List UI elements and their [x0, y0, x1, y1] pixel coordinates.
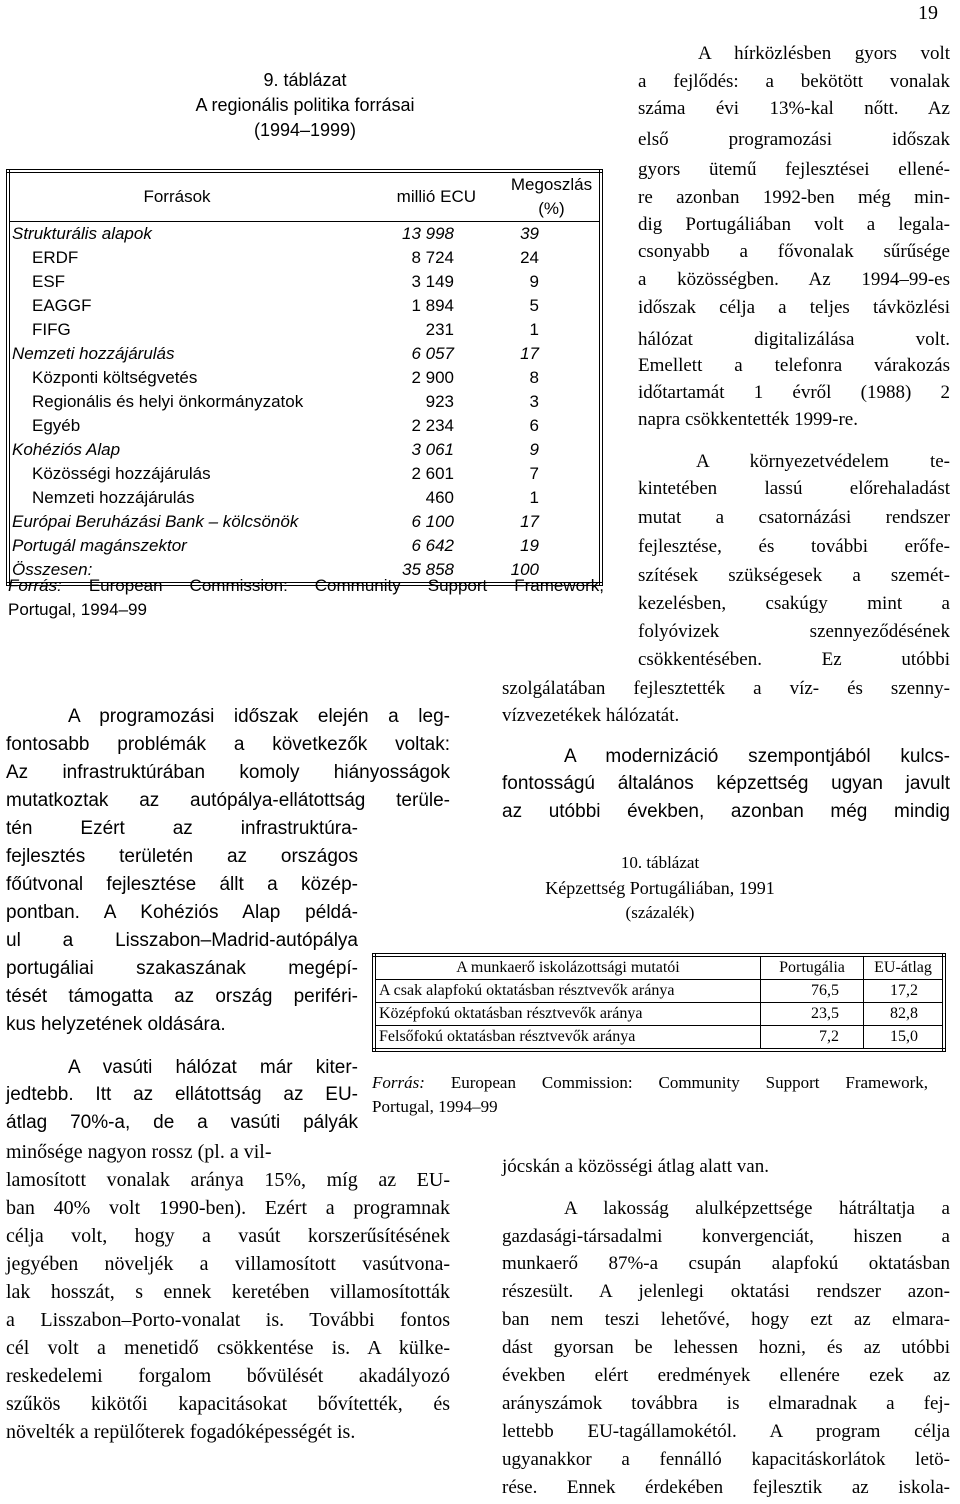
row-mecu: 6 642	[411, 536, 454, 555]
text-line: mutat a csatornázási rendszer	[638, 507, 950, 528]
text-line: A hírközlésben gyors volt	[698, 43, 950, 64]
row-pct: 8	[529, 368, 539, 387]
row-mecu: 8 724	[411, 248, 454, 267]
table9-header-pct: Megoszlás (%)	[504, 171, 601, 222]
source-text: European Commission: Community Support Framework,	[450, 1073, 929, 1092]
row-label: Felsőfokú oktatásban résztvevők aránya	[374, 1026, 761, 1051]
table9-title: A regionális politika forrásai	[195, 95, 415, 115]
text-line: a fejlődés: a bekötött vonalak	[638, 71, 950, 92]
row-mecu: 460	[425, 488, 454, 507]
table-row	[8, 534, 601, 558]
text-line: főútvonal fejlesztése állt a közép-	[6, 874, 358, 895]
row-mecu: 6 057	[411, 344, 454, 363]
table-row	[374, 1003, 944, 1026]
source-label: Forrás:	[8, 576, 62, 595]
text-line: fontosságú általános képzettség ugyan javult	[502, 773, 950, 794]
text-line: rése. Ennek érdekében fejlesztik az iskola-	[502, 1477, 950, 1498]
text-line: gazdasági-társadalmi konvergenciát, hiszen a	[502, 1226, 950, 1247]
row-pct: 3	[529, 392, 539, 411]
table-row	[8, 510, 601, 534]
row-label: EAGGF	[32, 296, 92, 315]
table9-header-source: Források	[8, 171, 344, 222]
row-mecu: 923	[425, 392, 454, 411]
text-line: mutatkoztak az autópálya-ellátottság terüle-	[6, 790, 450, 811]
row-label: Kohéziós Alap	[12, 440, 121, 459]
row-label: Összesen:	[12, 560, 93, 579]
row-mecu: 2 601	[411, 464, 454, 483]
row-pct: 6	[529, 416, 539, 435]
row-label: ESF	[32, 272, 66, 291]
text-line: jedtebb. Itt az ellátottság az EU-	[6, 1084, 358, 1105]
text-line: átlag 70%-a, de a vasúti pályák	[6, 1112, 358, 1133]
table-row	[8, 438, 601, 462]
table9-source-line1	[8, 575, 604, 597]
table10-title: Képzettség Portugáliában, 1991	[545, 878, 775, 898]
text-line: csökkentésében. Ez utóbbi	[638, 649, 950, 670]
text-line: lak hosszát, s ennek keretében villamosították	[6, 1281, 450, 1303]
table-row	[8, 246, 601, 270]
table-row	[374, 980, 944, 1003]
row-pct: 19	[520, 536, 539, 555]
row-label: Nemzeti hozzájárulás	[32, 488, 195, 507]
text-line: tését támogatta az ország periféri-	[6, 986, 358, 1007]
text-line: kus helyzetének oldására.	[6, 1014, 226, 1035]
table9-period: (1994–1999)	[253, 120, 357, 140]
row-pct: 39	[520, 224, 539, 243]
row-pct: 17	[520, 344, 539, 363]
text-line: a közösségben. Az 1994–99-es	[638, 269, 950, 290]
source-label: Forrás:	[372, 1073, 425, 1092]
row-mecu: 3 149	[411, 272, 454, 291]
table-row	[374, 1026, 944, 1051]
row-label: ERDF	[32, 248, 79, 267]
text-line: jegyében növeljék a villamosított vasútvona-	[6, 1253, 450, 1275]
text-line: ban 40% volt 1990-ben). Ezért a programnak	[6, 1197, 450, 1219]
text-line: a Lisszabon–Porto-vonalat is. További fontos	[6, 1309, 450, 1331]
text-line: száma évi 13%-kal nőtt. Az	[638, 98, 950, 119]
row-pct: 7	[529, 464, 539, 483]
table10-header-eu: EU-átlag	[864, 955, 945, 980]
row-mecu: 3 061	[411, 440, 454, 459]
text-line: ul a Lisszabon–Madrid-autópálya	[6, 930, 358, 951]
table10-header-row	[374, 955, 944, 980]
text-line: célja volt, hogy a vasút korszerűsítésének	[6, 1225, 450, 1247]
text-line: Emellett a telefonra várakozás	[638, 355, 950, 376]
table10-source-line1	[372, 1072, 928, 1094]
text-line: A környezetvédelem te-	[696, 451, 950, 472]
text-line: vízvezetékek hálózatát.	[502, 705, 680, 726]
table-row	[8, 270, 601, 294]
text-line: fejlesztés területén az országos	[6, 846, 358, 867]
row-mecu: 1 894	[411, 296, 454, 315]
page-number: 19	[918, 2, 938, 24]
row-label: Strukturális alapok	[12, 224, 152, 243]
text-line: re azonban 1992-ben még min-	[638, 187, 950, 208]
row-pct: 1	[529, 488, 539, 507]
text-line: szolgálatában fejlesztették a víz- és szenny-	[502, 678, 950, 699]
row-portugal: 23,5	[761, 1003, 864, 1026]
text-line: tén Ezért az infrastruktúra-	[6, 818, 358, 839]
row-pct: 9	[529, 272, 539, 291]
row-label: Európai Beruházási Bank – kölcsönök	[12, 512, 299, 531]
text-line: időtartamát 1 évről (1988) 2	[638, 382, 950, 403]
text-line: A vasúti hálózat már kiter-	[68, 1057, 358, 1078]
table10-number: 10. táblázat	[620, 853, 700, 872]
text-line: részesült. A jelenlegi oktatási rendszer azon-	[502, 1281, 950, 1302]
row-pct: 24	[520, 248, 539, 267]
row-label: Regionális és helyi önkormányzatok	[32, 392, 304, 411]
row-mecu: 231	[425, 320, 454, 339]
text-line: napra csökkentették 1999-re.	[638, 409, 858, 430]
text-line: lamosított vonalak aránya 15%, míg az EU-	[6, 1169, 450, 1191]
text-line: A modernizáció szempontjából kulcs-	[564, 746, 950, 767]
text-line: folyóvizek szennyeződésének	[638, 621, 950, 642]
table-row	[8, 222, 601, 247]
text-line: munkaerő 87%-a csupán alapfokú oktatásban	[502, 1253, 950, 1274]
table-row	[8, 414, 601, 438]
text-line: első programozási időszak	[638, 129, 950, 150]
text-line: csonyabb a fővonalak sűrűsége	[638, 241, 950, 262]
text-line: ugyanakkor a fennálló kapacitáskorlátok letö-	[502, 1449, 950, 1470]
table10	[372, 953, 946, 1052]
text-line: pontban. A Kohéziós Alap példá-	[6, 902, 358, 923]
text-line: kintetében lassú előrehaladást	[638, 478, 950, 499]
table-row	[8, 462, 601, 486]
text-line: növelték a repülőterek fogadóképességét is.	[6, 1421, 356, 1443]
row-label: Közösségi hozzájárulás	[32, 464, 211, 483]
row-eu: 17,2	[864, 980, 945, 1003]
text-line: minősége nagyon rossz (pl. a vil-	[6, 1141, 272, 1163]
text-line: A programozási időszak elején a leg-	[68, 706, 450, 727]
row-portugal: 7,2	[761, 1026, 864, 1051]
table9-number: 9. táblázat	[263, 70, 347, 90]
text-line: fejlesztése, és további erőfe-	[638, 536, 950, 557]
table-row	[8, 486, 601, 510]
row-label: Középfokú oktatásban résztvevők aránya	[374, 1003, 761, 1026]
text-line: ban nem teszi lehetővé, hogy ezt az elmara-	[502, 1309, 950, 1330]
text-line: kezelésben, csakúgy mint a	[638, 593, 950, 614]
row-label: Nemzeti hozzájárulás	[12, 344, 175, 363]
text-line: gyors ütemű fejlesztései ellené-	[638, 159, 950, 180]
table9-header-row	[8, 171, 601, 222]
row-mecu: 2 900	[411, 368, 454, 387]
table10-header-portugal: Portugália	[761, 955, 864, 980]
row-label: Központi költségvetés	[32, 368, 198, 387]
text-line: lettebb EU-tagállamokétól. A program célja	[502, 1421, 950, 1442]
row-mecu: 35 858	[402, 560, 454, 579]
text-line: reskedelemi forgalom bővülését akadályozó	[6, 1365, 450, 1387]
row-eu: 15,0	[864, 1026, 945, 1051]
text-line: arányszámok továbbra is elmaradnak a fej-	[502, 1393, 950, 1414]
row-label: Portugál magánszektor	[12, 536, 187, 555]
row-mecu: 2 234	[411, 416, 454, 435]
row-pct: 9	[529, 440, 539, 459]
text-line: dig Portugáliában volt a legala-	[638, 214, 950, 235]
text-line: szítések szükségesek a szemét-	[638, 565, 950, 586]
table-row	[8, 366, 601, 390]
text-line: jócskán a közösségi átlag alatt van.	[502, 1156, 769, 1177]
text-line: portugáliai szakaszának megépí-	[6, 958, 358, 979]
row-portugal: 76,5	[761, 980, 864, 1003]
source-text: European Commission: Community Support Framework,	[88, 576, 604, 595]
row-pct: 1	[529, 320, 539, 339]
table10-source-line2: Portugal, 1994–99	[372, 1097, 498, 1116]
row-pct: 100	[510, 560, 539, 579]
table9-source-line2: Portugal, 1994–99	[8, 600, 147, 619]
row-label: Egyéb	[32, 416, 81, 435]
text-line: Az infrastruktúrában komoly hiányosságok	[6, 762, 450, 783]
row-label: A csak alapfokú oktatásban résztvevők aránya	[374, 980, 761, 1003]
table9	[6, 169, 603, 586]
table10-unit: (százalék)	[625, 903, 695, 922]
table9-header-mecu: millió ECU	[344, 171, 504, 222]
text-line: években elért eredmények ellenére ezek az	[502, 1365, 950, 1386]
row-mecu: 6 100	[411, 512, 454, 531]
table-row	[8, 294, 601, 318]
row-label: FIFG	[32, 320, 71, 339]
text-line: A lakosság alulképzettsége hátráltatja a	[564, 1198, 950, 1219]
table-row	[8, 342, 601, 366]
text-line: az utóbbi években, azonban még mindig	[502, 801, 950, 822]
row-pct: 17	[520, 512, 539, 531]
table-row	[8, 318, 601, 342]
text-line: hálózat digitalizálása volt.	[638, 329, 950, 350]
text-line: cél volt a menetidő csökkentése is. A külke-	[6, 1337, 450, 1359]
table10-header-indicator: A munkaerő iskolázottsági mutatói	[374, 955, 761, 980]
row-pct: 5	[529, 296, 539, 315]
table-row	[8, 390, 601, 414]
row-mecu: 13 998	[402, 224, 454, 243]
text-line: szűkös kikötői kapacitásokat bővítették, és	[6, 1393, 450, 1415]
text-line: időszak célja a teljes távközlési	[638, 297, 950, 318]
text-line: fontosabb problémák a következők voltak:	[6, 734, 450, 755]
text-line: dást gyorsan be lehessen hozni, és az utóbbi	[502, 1337, 950, 1358]
row-eu: 82,8	[864, 1003, 945, 1026]
